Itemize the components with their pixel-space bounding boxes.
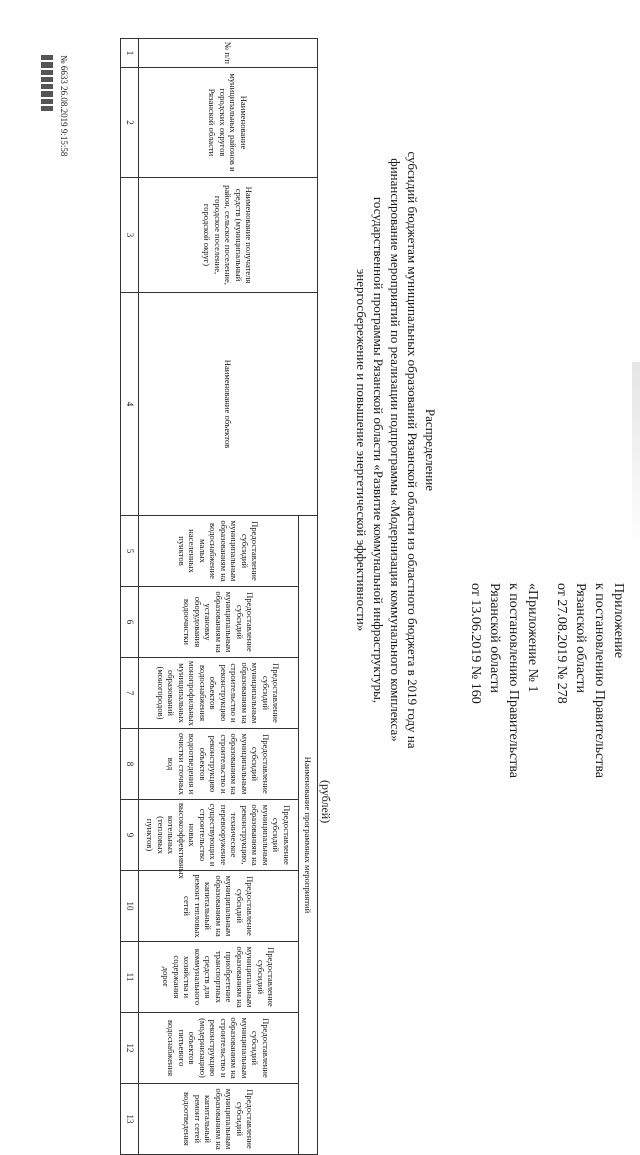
title-line-4: государственной программы Рязанской области «Развитие коммунальной инфраструктуры,: [371, 196, 386, 704]
scan-artifact: [632, 0, 640, 905]
col-number-9: 9: [121, 800, 139, 871]
col-number-3: 3: [121, 178, 139, 293]
annex-line-2: к постановлению Правительства: [592, 583, 607, 779]
annex-line-1: Приложение: [611, 583, 626, 659]
col-number-2: 2: [121, 68, 139, 178]
header-sub-11: Предоставление субсидий муниципальным образованиям на приобретение транспортных средств для коммунального хозяйства и содержания дорог: [139, 942, 299, 1013]
col-number-5: 5: [121, 516, 139, 587]
header-group-measures: Наименование программных мероприятий: [299, 516, 318, 1155]
barcode-icon: [41, 55, 53, 111]
header-col-number: № п/п: [139, 39, 318, 68]
header-sub-5: Предоставление субсидий муниципальным образованиям на водоснабжение малых населенных пунктов: [139, 516, 299, 587]
header-sub-9: Предоставление субсидий муниципальным образованиям на реконструкцию, техническое перевооружение существующих и строительство новых высокоэффективных котельных (тепловых пунктов): [139, 800, 299, 871]
annex-line-3: Рязанской области: [573, 583, 588, 694]
col-number-1: 1: [121, 39, 139, 68]
col-number-13: 13: [121, 1084, 139, 1155]
title-line-2: субсидий бюджетам муниципальных образований Рязанской области из областного бюджета в 2019 году на: [405, 151, 420, 749]
units-label: (рублей): [319, 780, 333, 824]
col-number-4: 4: [121, 293, 139, 516]
col-number-11: 11: [121, 942, 139, 1013]
registration-stamp: № 6633 26.08.2019 9:15:58: [59, 55, 69, 157]
column-number-row: [121, 39, 139, 1155]
header-sub-7: Предоставление субсидий муниципальным образованиям на строительство и реконструкцию объектов водоснабжения монопрофильных муниципальных образований (моногородов): [139, 658, 299, 729]
col-number-8: 8: [121, 729, 139, 800]
header-col-municipality: Наименование муниципальных районов и городских округов Рязанской области: [139, 68, 318, 178]
header-row-group: [299, 39, 318, 1155]
annex-line-6: к постановлению Правительства: [506, 583, 521, 779]
header-sub-12: Предоставление субсидий муниципальным образованиям на строительство и реконструкцию (модернизацию) объектов питьевого водоснабжения: [139, 1013, 299, 1084]
title-line-3: финансирование мероприятий по реализации подпрограммы «Модернизация коммунального комплекса»: [388, 158, 403, 742]
title-line-5: энергосбережение и повышение энергетической эффективности»: [354, 268, 369, 632]
title-line-1: Распределение: [423, 408, 438, 492]
header-sub-10: Предоставление субсидий муниципальным образованиям на капитальный ремонт тепловых сетей: [139, 871, 299, 942]
header-col-objects: Наименование объектов: [139, 293, 318, 516]
header-col-recipient: Наименование получателя средств (муниципальный район, сельское поселение, городское поселение, городской округ): [139, 178, 318, 293]
distribution-table: [120, 38, 318, 1155]
header-sub-13: Предоставление субсидий муниципальным образованиям на капитальный ремонт сетей водоотведения: [139, 1084, 299, 1155]
col-number-10: 10: [121, 871, 139, 942]
header-sub-6: Предоставление субсидий муниципальным образованиям на установку оборудования водоочистки: [139, 587, 299, 658]
annex-line-8: от 13.06.2019 № 160: [468, 583, 483, 704]
annex-line-7: Рязанской области: [487, 583, 502, 694]
header-sub-8: Предоставление субсидий муниципальным образованиям на строительство и реконструкцию объектов водоотведения и очистки сточных вод: [139, 729, 299, 800]
annex-line-5: «Приложение № 1: [525, 583, 540, 693]
col-number-12: 12: [121, 1013, 139, 1084]
annex-line-4: от 27.08.2019 № 278: [554, 583, 569, 704]
col-number-6: 6: [121, 587, 139, 658]
col-number-7: 7: [121, 658, 139, 729]
